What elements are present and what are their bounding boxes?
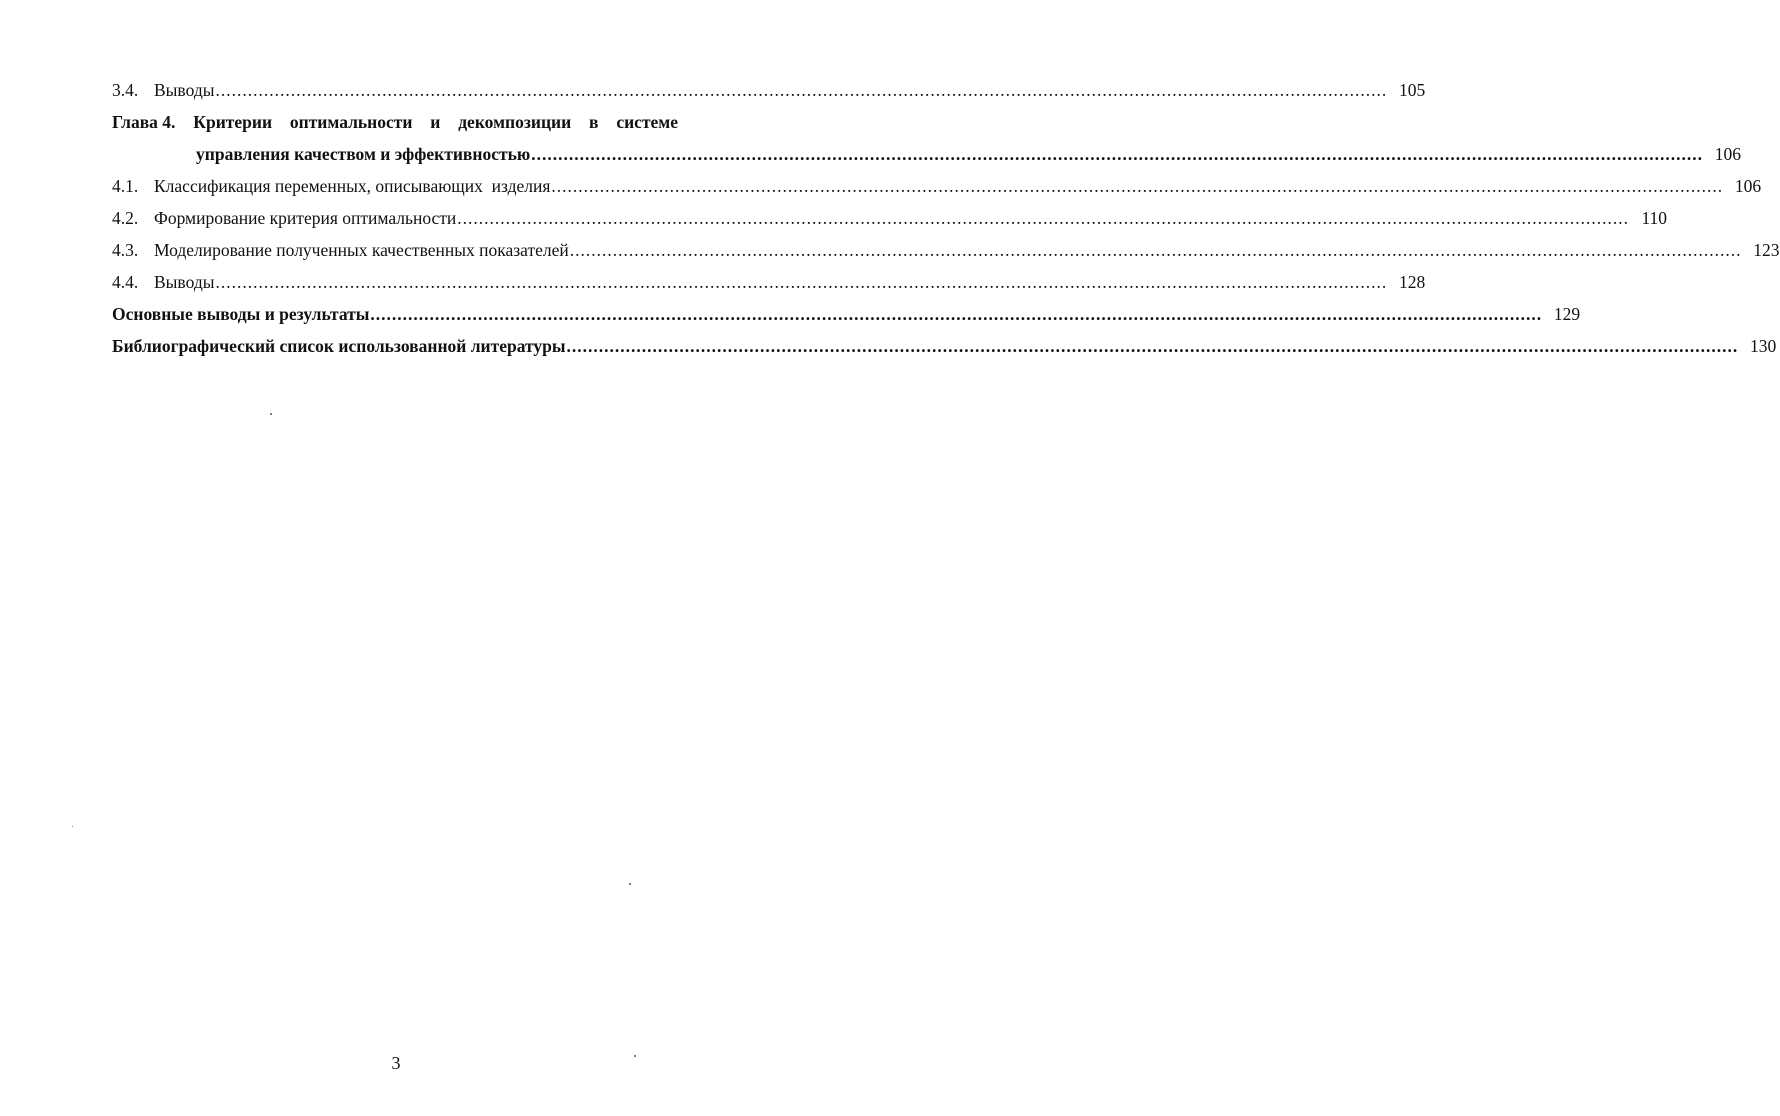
toc-entry-label: Выводы <box>154 80 215 100</box>
chapter-title-word: оптимальности <box>289 112 413 132</box>
toc-entry-page: 105 <box>1398 80 1426 100</box>
toc-entry-page: 130 <box>1750 336 1777 356</box>
chapter-title-word: декомпозиции <box>458 112 572 132</box>
toc-entry-4-3[interactable] <box>112 234 1780 266</box>
toc-entry-4-1[interactable] <box>112 170 1762 202</box>
toc-entry-label: Выводы <box>154 272 215 292</box>
dot-leader <box>531 138 1703 170</box>
table-of-contents <box>112 74 1780 362</box>
chapter-title-line2: управления качеством и эффективностью <box>196 144 531 164</box>
chapter-title-word: в <box>589 112 599 132</box>
chapter-title-word: и <box>430 112 441 132</box>
toc-entry-4-4[interactable] <box>112 266 1426 298</box>
chapter-title-word: Критерии <box>193 112 273 132</box>
toc-entry-label: Библиографический список использованной литературы <box>112 336 566 356</box>
toc-entry-number: 3.4. <box>112 80 139 100</box>
chapter-title-word: системе <box>616 112 678 132</box>
toc-chapter-4-continuation[interactable] <box>112 138 1741 170</box>
dot-leader <box>567 330 1739 362</box>
dot-leader <box>457 202 1629 234</box>
toc-entry-label: Моделирование полученных качественных показателей <box>154 240 569 260</box>
chapter-label: Глава 4. <box>112 112 176 132</box>
toc-entry-page: 128 <box>1398 272 1426 292</box>
scan-speck <box>629 883 631 885</box>
toc-entry-4-2[interactable] <box>112 202 1668 234</box>
toc-entry-number: 4.1. <box>112 176 139 196</box>
toc-entry-3-4[interactable] <box>112 74 1426 106</box>
scan-speck <box>72 826 73 827</box>
toc-entry-label: Формирование критерия оптимальности <box>154 208 457 228</box>
toc-entry-label: Основные выводы и результаты <box>112 304 370 324</box>
toc-entry-page: 106 <box>1734 176 1762 196</box>
toc-entry-bibliography[interactable] <box>112 330 1777 362</box>
toc-entry-page: 123 <box>1753 240 1780 260</box>
toc-entry-page: 106 <box>1714 144 1741 164</box>
toc-entry-page: 129 <box>1553 304 1581 324</box>
toc-entry-page: 110 <box>1641 208 1668 228</box>
scan-speck <box>270 413 272 415</box>
toc-entry-number: 4.2. <box>112 208 139 228</box>
toc-entry-label: Классификация переменных, описывающих изделия <box>154 176 551 196</box>
dot-leader <box>370 298 1542 330</box>
toc-entry-conclusions[interactable] <box>112 298 1581 330</box>
toc-chapter-4-heading[interactable] <box>112 106 678 138</box>
dot-leader <box>570 234 1742 266</box>
dot-leader <box>215 266 1387 298</box>
toc-entry-number: 4.4. <box>112 272 139 292</box>
dot-leader <box>215 74 1387 106</box>
dot-leader <box>551 170 1723 202</box>
toc-entry-number: 4.3. <box>112 240 139 260</box>
scan-speck <box>634 1055 636 1057</box>
page-number: 3 <box>391 1053 401 1073</box>
